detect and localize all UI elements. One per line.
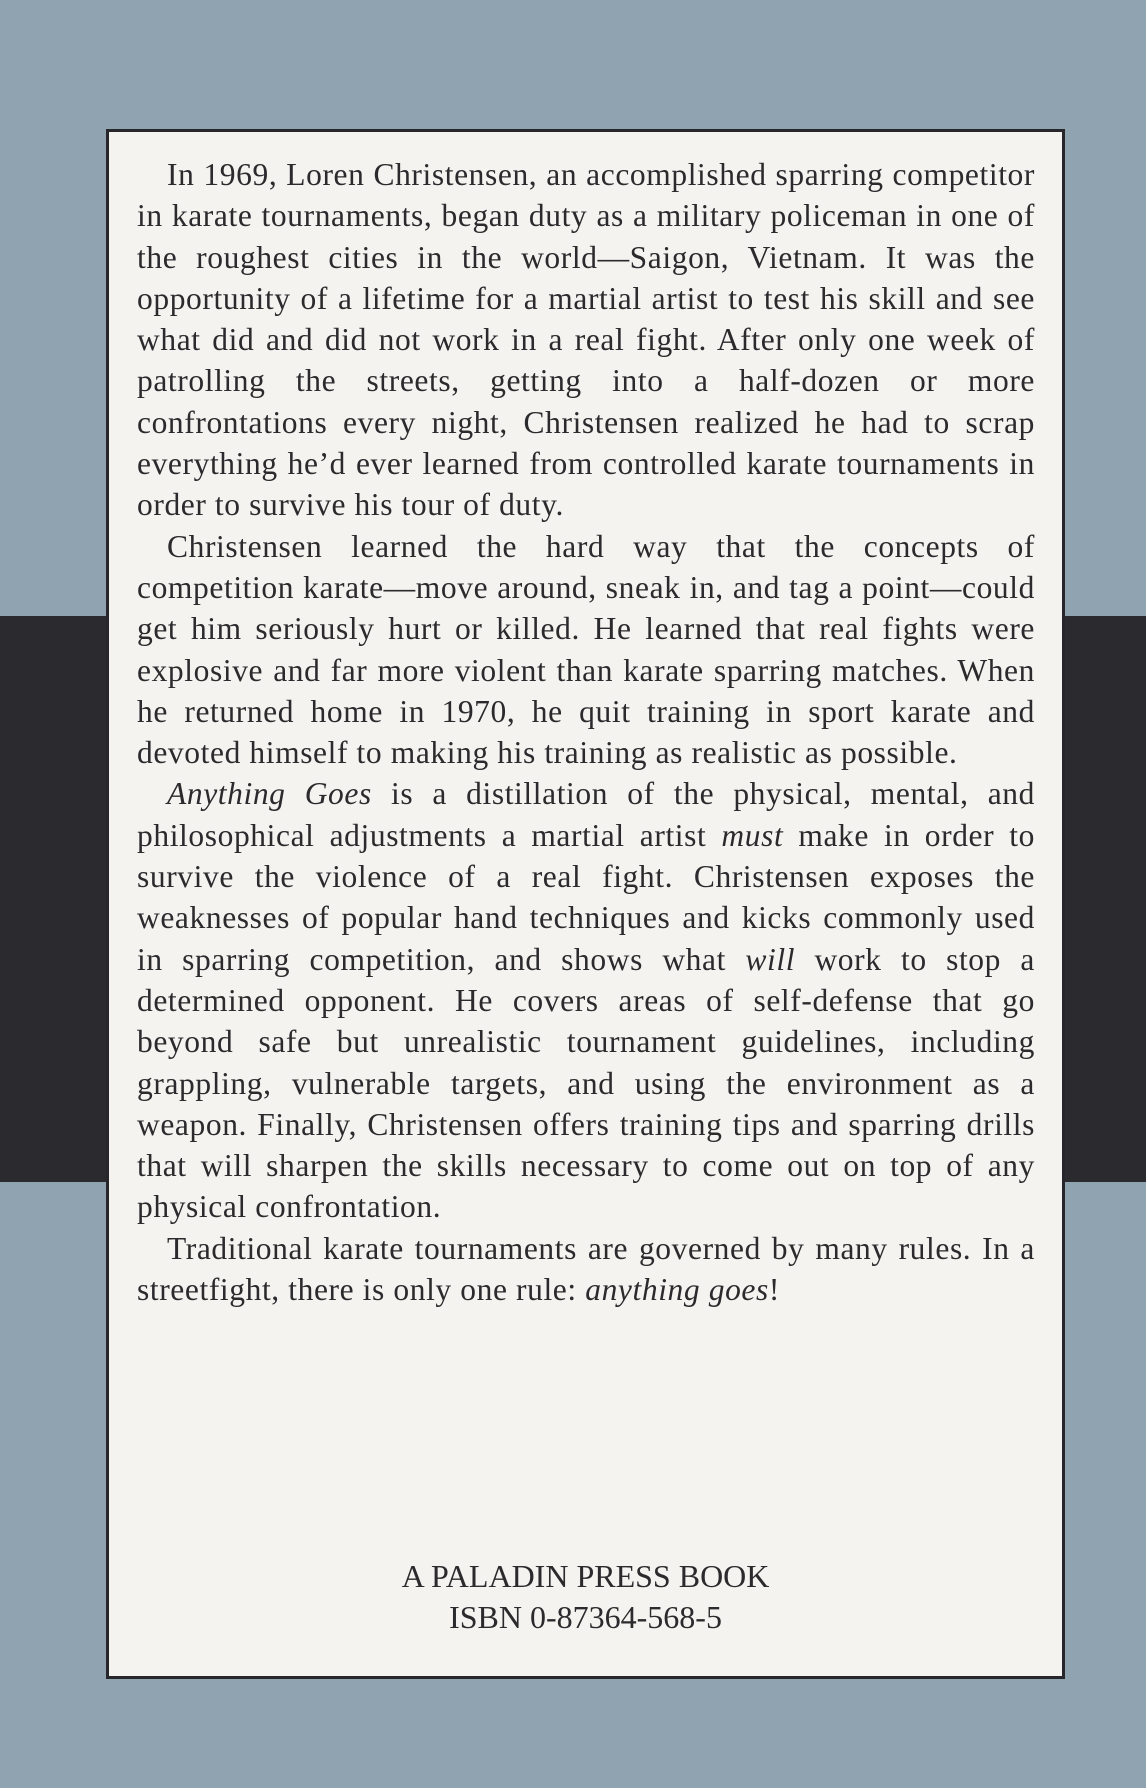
isbn-number: ISBN 0-87364-568-5 bbox=[449, 1599, 722, 1635]
emphasis-italic: will bbox=[745, 941, 796, 977]
back-cover-text-panel bbox=[106, 129, 1065, 1679]
emphasis-italic: must bbox=[721, 817, 784, 853]
blurb-paragraph-3 bbox=[137, 773, 1035, 1227]
paragraph-text: Traditional karate tournaments are governed by many rules. In a streetfight, there is only one rule: bbox=[137, 1230, 1035, 1308]
blurb-paragraph-4 bbox=[137, 1228, 1035, 1311]
book-title-italic: Anything Goes bbox=[167, 776, 372, 812]
publisher-name: A PALADIN PRESS BOOK bbox=[401, 1558, 770, 1594]
blurb-copy bbox=[137, 154, 1035, 1310]
paragraph-text: work to stop a determined opponent. He covers areas of self-defense that go beyond safe but unrealistic tournament guidelines, including grappling, vulnerable targets, and using the environment as a weapon. Finally, Christensen offers training tips and sparring drills that will sharpen the skills necessary to come out on top of any physical confrontation. bbox=[137, 941, 1035, 1225]
blurb-paragraph-2 bbox=[137, 526, 1035, 774]
paragraph-text: is a distillation of the physical, mental, and philosophical adjustments a martial artist bbox=[137, 776, 1036, 853]
paragraph-text: Christensen learned the hard way that the concepts of competition karate—move around, sneak in, and tag a point—could get him seriously hurt or killed. He learned that real fights were explosive and far more violent than karate sparring matches. When he returned home in 1970, he quit training in sport karate and devoted himself to making his training as realistic as possible. bbox=[137, 528, 1035, 771]
paragraph-text: make in order to survive the violence of a real fight. Christensen exposes the weaknesses of popular hand techniques and kicks commonly used in sparring competition, and shows what bbox=[137, 817, 1035, 977]
publisher-imprint bbox=[109, 1556, 1062, 1638]
blurb-paragraph-1 bbox=[137, 154, 1035, 526]
emphasis-italic: anything goes bbox=[585, 1272, 769, 1308]
paragraph-text: In 1969, Loren Christensen, an accomplished sparring competitor in karate tournaments, began duty as a military policeman in one of the roughest cities in the world—Saigon, Vietnam. It was the opportunity of a lifetime for a martial artist to test his skill and see what did and did not work in a real fight. After only one week of patrolling the streets, getting into a half-dozen or more confrontations every night, Christensen realized he had to scrap everything he’d ever learned from controlled karate tournaments in order to survive his tour of duty. bbox=[137, 157, 1035, 523]
paragraph-text: ! bbox=[768, 1272, 780, 1308]
